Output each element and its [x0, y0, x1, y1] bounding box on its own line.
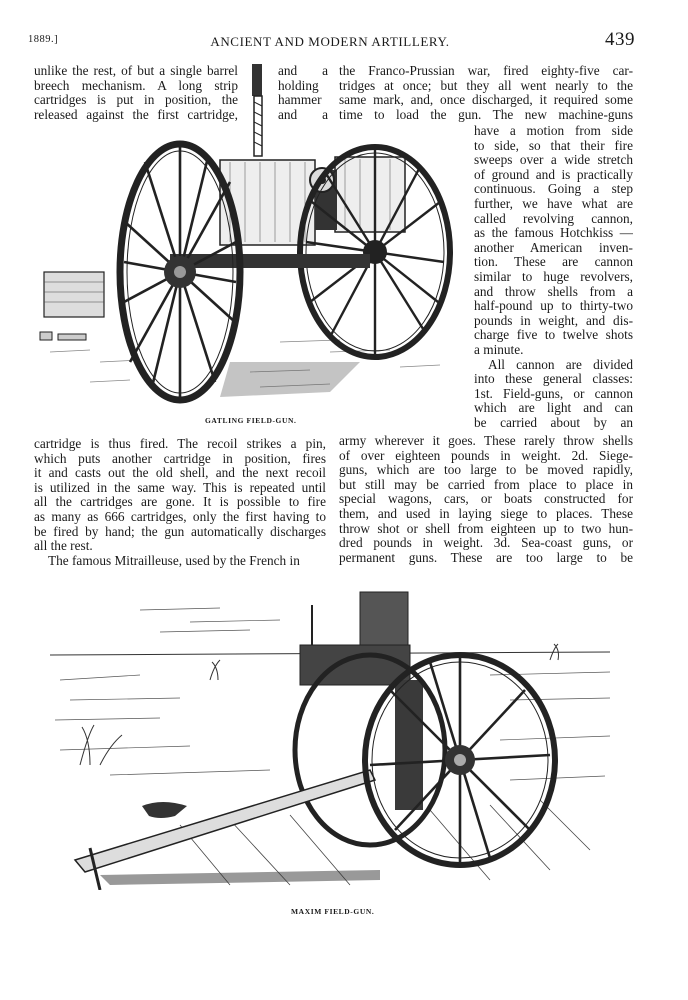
text-line: dred pounds in weight. 3d. Sea-coast guns, or	[339, 536, 633, 551]
text-line: as many as 666 cartridges, only the first having to	[34, 509, 326, 524]
text-line: a minute.	[474, 342, 524, 357]
text-block-middle-right	[339, 434, 633, 565]
text-line: half-pound up to thirty-two	[474, 299, 633, 314]
gatling-caption: GATLING FIELD-GUN.	[205, 416, 297, 425]
text-line: unlike the rest, of but a single barrel	[34, 64, 238, 78]
text-line: but still may be carried from place to place in	[339, 477, 633, 492]
text-line: 1st. Field-guns, or cannon	[474, 386, 633, 401]
header-year: 1889.]	[28, 34, 59, 45]
text-block-middle-left	[34, 437, 326, 568]
text-line: of ground and is practically	[474, 167, 633, 182]
text-line: another American inven-	[474, 240, 633, 255]
gatling-field-gun-illustration	[30, 62, 470, 412]
text-line: breech mechanism. A long strip	[34, 78, 238, 93]
text-line: permanent guns. These are too large to be	[339, 550, 633, 565]
text-block-wrap-right	[474, 124, 633, 430]
text-line: have a motion from side	[474, 124, 633, 138]
text-line: charge five to twelve shots	[474, 328, 633, 343]
text-line: all the rest.	[34, 539, 93, 554]
text-line: the Franco-Prussian war, fired eighty-five car-	[339, 64, 633, 78]
text-line: time to load the gun. The new machine-guns	[339, 107, 633, 122]
text-line: it and casts out the old shell, and the next recoil	[34, 466, 326, 481]
text-line: called revolving cannon,	[474, 211, 633, 226]
text-line: further, we have what are	[474, 196, 633, 211]
text-line: holding	[278, 78, 319, 93]
text-line: tridges at once; but they all went nearly to the	[339, 78, 633, 93]
text-line: continuous. Going a step	[474, 182, 633, 197]
maxim-caption: MAXIM FIELD-GUN.	[291, 907, 375, 916]
text-line: army wherever it goes. These rarely throw shells	[339, 434, 633, 448]
text-line: The famous Mitrailleuse, used by the French in	[48, 553, 300, 568]
text-line: which puts another cartridge in position, fires	[34, 451, 326, 466]
text-line: similar to huge revolvers,	[474, 269, 633, 284]
text-line: which are light and can	[474, 401, 633, 416]
text-line: cartridge is thus fired. The recoil strikes a pin,	[34, 437, 326, 451]
text-line: and throw shells from a	[474, 284, 633, 299]
text-line: cartridges is put in position, the	[34, 93, 238, 108]
page-number: 439	[605, 29, 635, 50]
text-line: throw shot or shell from eighteen up to two hun-	[339, 521, 633, 536]
text-line: guns, which are too large to be moved rapidly,	[339, 463, 633, 478]
text-line: and a	[278, 107, 328, 122]
text-line: same mark, and, once discharged, it required some	[339, 93, 633, 108]
text-line: special wagons, cars, or boats constructed for	[339, 492, 633, 507]
text-line: of over eighteen pounds in weight. 2d. Siege-	[339, 448, 633, 463]
text-line: them, and used in laying siege to places. These	[339, 506, 633, 521]
text-line: to side, so that their fire	[474, 138, 633, 153]
running-title: ANCIENT AND MODERN ARTILLERY.	[210, 34, 450, 49]
text-line: tion. These are cannon	[474, 255, 633, 270]
text-line: is utilized in the same way. This is repeated until	[34, 480, 326, 495]
text-line: all the cartridges are gone. It is possible to fire	[34, 495, 326, 510]
text-line: into these general classes:	[474, 372, 633, 387]
text-line: and a	[278, 64, 328, 78]
text-line: as the famous Hotchkiss —	[474, 226, 633, 241]
text-line: All cannon are divided	[488, 357, 633, 372]
text-line: be fired by hand; the gun automatically discharges	[34, 524, 326, 539]
text-line: hammer	[278, 93, 322, 108]
text-line: be carried about by an	[474, 415, 633, 430]
text-line: pounds in weight, and dis-	[474, 313, 633, 328]
text-line: released against the first cartridge,	[34, 107, 238, 122]
text-line: sweeps over a wide stretch	[474, 153, 633, 168]
maxim-field-gun-illustration	[50, 580, 630, 890]
